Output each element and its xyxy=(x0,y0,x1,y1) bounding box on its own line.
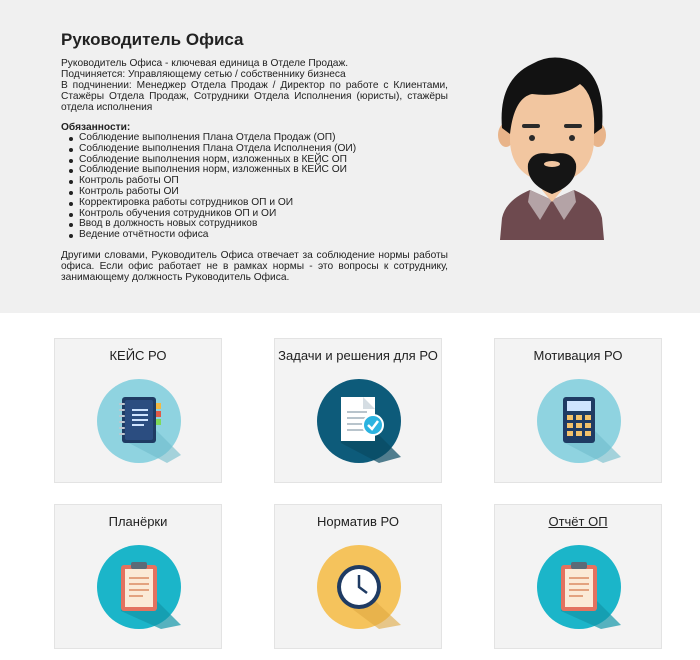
intro-line: Подчиняется: Управляющему сетью / собственнику бизнеса xyxy=(61,69,346,80)
calculator-icon xyxy=(537,379,621,463)
clock-icon xyxy=(317,545,401,629)
card-keis-ro[interactable] xyxy=(54,338,222,483)
intro-line: Руководитель Офиса - ключевая единица в Отделе Продаж. xyxy=(61,58,349,69)
list-item: Ввод в должность новых сотрудников xyxy=(79,219,356,230)
list-item: Контроль работы ОИ xyxy=(79,187,356,198)
notebook-icon xyxy=(97,379,181,463)
outro-text: Другими словами, Руководитель Офиса отвечает за соблюдение нормы работы офиса. Если офис работает не в рамках нормы - это вопросы к сотруднику, занимающему должность Руководитель Офиса. xyxy=(61,250,448,283)
list-item: Контроль работы ОП xyxy=(79,176,356,187)
responsibilities-list xyxy=(61,133,356,241)
document-check-icon xyxy=(317,379,401,463)
card-motivation[interactable] xyxy=(494,338,662,483)
list-item: Соблюдение выполнения Плана Отдела Продаж (ОП) xyxy=(79,133,356,144)
list-item: Ведение отчётности офиса xyxy=(79,230,356,241)
clipboard-icon xyxy=(97,545,181,629)
list-item: Соблюдение выполнения Плана Отдела Исполнения (ОИ) xyxy=(79,142,357,154)
card-title[interactable]: КЕЙС РО xyxy=(109,348,167,363)
clipboard-icon xyxy=(537,545,621,629)
list-item: Контроль обучения сотрудников ОП и ОИ xyxy=(79,209,356,220)
intro-line: В подчинении: Менеджер Отдела Продаж / Директор по работе с Клиентами, Стажёры Отдела Продаж, Сотрудники Отдела Исполнения (юристы), стажёры отдела исполнения xyxy=(61,80,448,113)
card-planning-meetings[interactable] xyxy=(54,504,222,649)
card-title[interactable]: Задачи и решения для РО xyxy=(278,348,438,363)
responsibilities-title: Обязанности: xyxy=(61,122,131,133)
list-item: Корректировка работы сотрудников ОП и ОИ xyxy=(79,198,356,209)
card-title-link[interactable]: Отчёт ОП xyxy=(548,514,608,529)
card-report-op[interactable] xyxy=(494,504,662,649)
card-title[interactable]: Мотивация РО xyxy=(533,348,623,363)
card-title[interactable]: Норматив РО xyxy=(317,514,399,529)
list-item: Соблюдение выполнения норм, изложенных в КЕЙС ОИ xyxy=(79,165,356,176)
intro-text xyxy=(61,58,448,113)
manager-avatar-icon xyxy=(492,50,612,240)
header-section xyxy=(0,0,700,313)
card-tasks-solutions[interactable] xyxy=(274,338,442,483)
page-title: Руководитель Офиса xyxy=(61,30,244,49)
list-item: Соблюдение выполнения норм, изложенных в КЕЙС ОП xyxy=(79,155,356,166)
card-title[interactable]: Планёрки xyxy=(108,514,168,529)
card-normative[interactable] xyxy=(274,504,442,649)
